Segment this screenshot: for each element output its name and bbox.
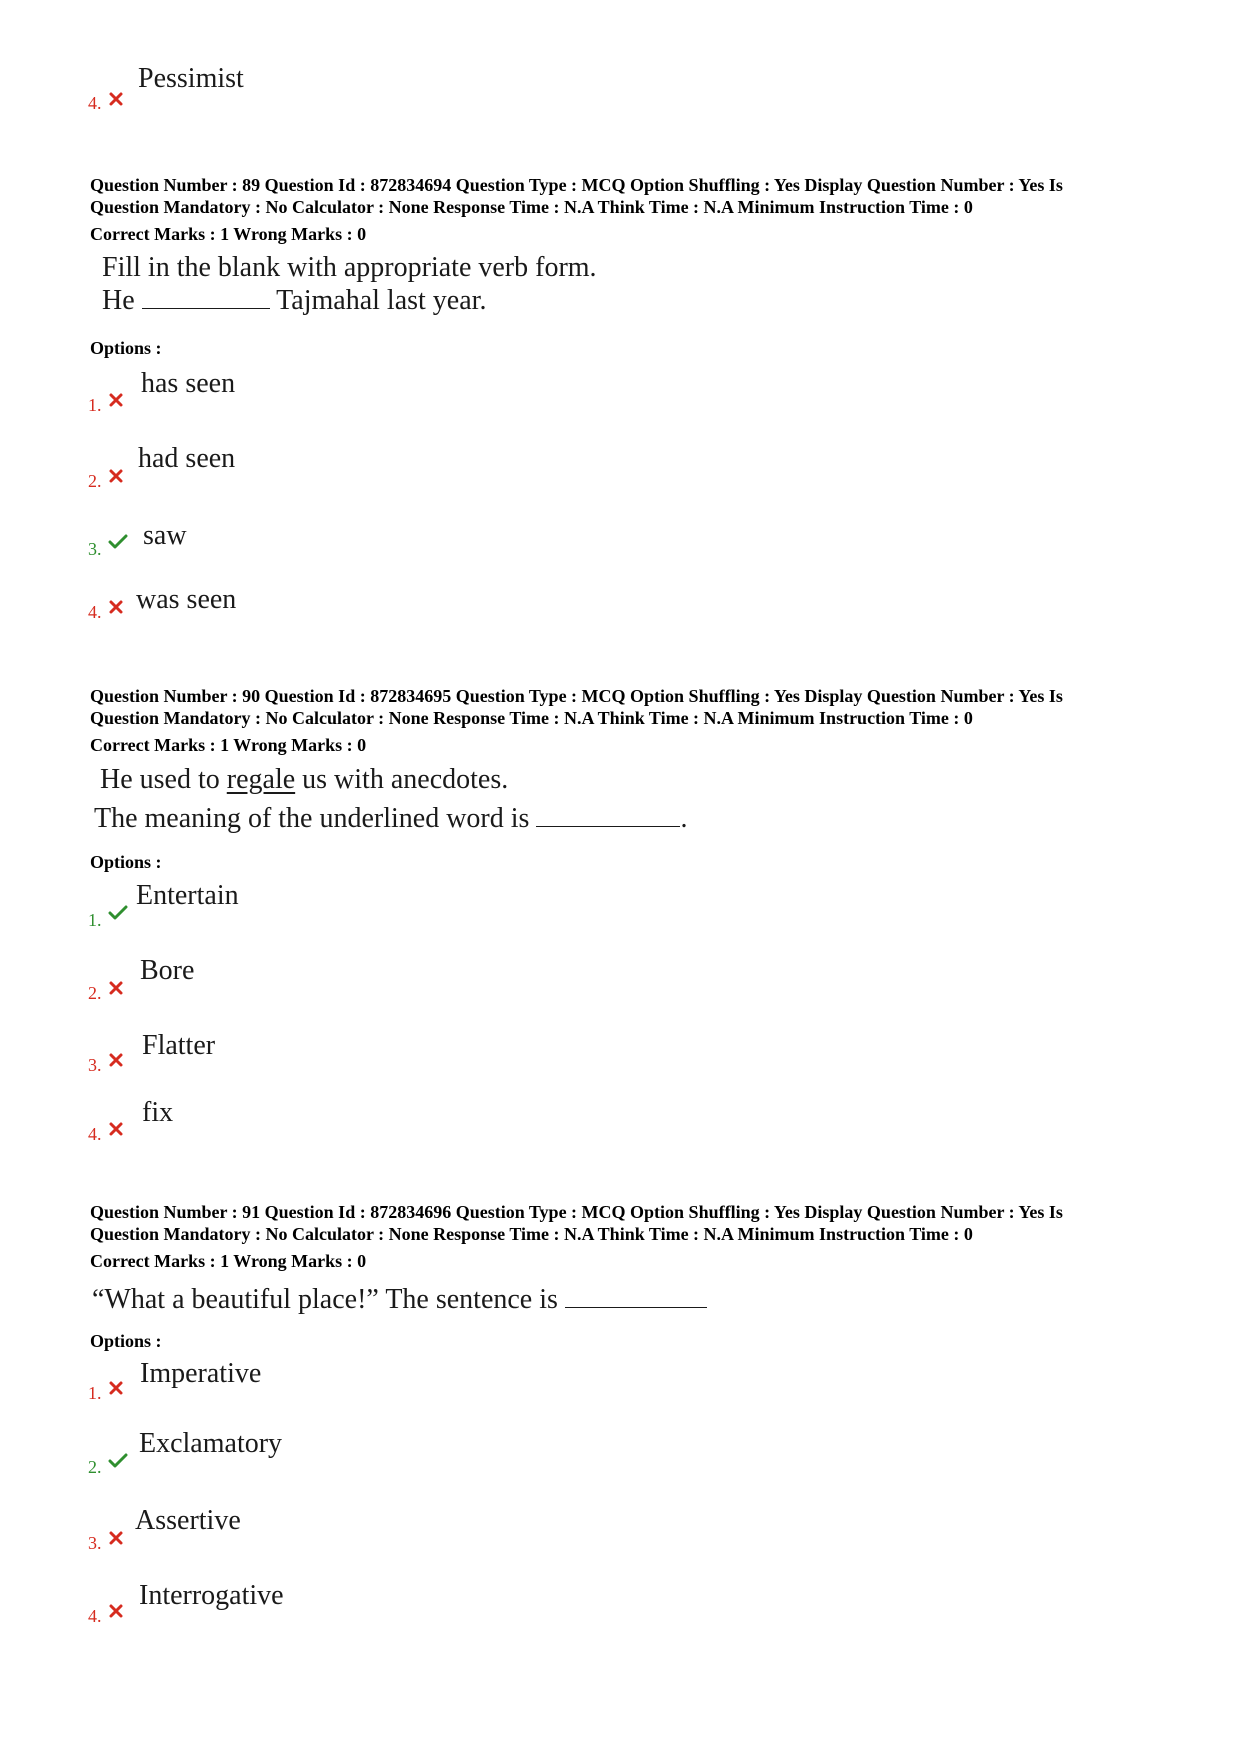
option-number: 3. bbox=[88, 1055, 102, 1075]
question-stem-line1 bbox=[100, 764, 508, 796]
question-meta-line2: Question Mandatory : No Calculator : None Response Time : N.A Think Time : N.A Minimum Instruction Time : 0 bbox=[90, 1224, 973, 1244]
options-label: Options : bbox=[90, 1331, 162, 1351]
question-meta-line1: Question Number : 90 Question Id : 872834695 Question Type : MCQ Option Shuffling : Yes Display Question Number : Yes Is bbox=[90, 686, 1063, 706]
stem-text: The meaning of the underlined word is bbox=[94, 803, 530, 834]
question-meta-line2: Question Mandatory : No Calculator : None Response Time : N.A Think Time : N.A Minimum Instruction Time : 0 bbox=[90, 197, 973, 217]
cross-icon bbox=[108, 91, 124, 107]
option-number: 2. bbox=[88, 983, 102, 1003]
question-meta-line1: Question Number : 89 Question Id : 872834694 Question Type : MCQ Option Shuffling : Yes Display Question Number : Yes Is bbox=[90, 175, 1063, 195]
option-number: 1. bbox=[88, 1383, 102, 1403]
answer-blank bbox=[536, 802, 680, 827]
option-text: had seen bbox=[138, 443, 236, 474]
stem-text: Tajmahal last year. bbox=[276, 285, 487, 316]
cross-icon bbox=[108, 599, 124, 615]
option-number: 1. bbox=[88, 910, 102, 930]
check-icon bbox=[108, 905, 128, 921]
check-icon bbox=[108, 534, 128, 550]
option-text: Interrogative bbox=[139, 1580, 284, 1611]
question-stem-line1 bbox=[92, 1283, 707, 1316]
cross-icon bbox=[108, 1121, 124, 1137]
option-number: 4. bbox=[88, 93, 102, 113]
underlined-word: regale bbox=[226, 764, 296, 795]
question-meta-line2: Question Mandatory : No Calculator : None Response Time : N.A Think Time : N.A Minimum Instruction Time : 0 bbox=[90, 708, 973, 728]
cross-icon bbox=[108, 1052, 124, 1068]
answer-blank bbox=[565, 1283, 707, 1308]
options-label: Options : bbox=[90, 852, 162, 872]
cross-icon bbox=[108, 1530, 124, 1546]
option-number: 4. bbox=[88, 1124, 102, 1144]
cross-icon bbox=[108, 1380, 124, 1396]
option-text: Bore bbox=[140, 955, 195, 986]
option-text: Assertive bbox=[135, 1505, 241, 1536]
option-number: 3. bbox=[88, 539, 102, 559]
option-text: Entertain bbox=[136, 880, 239, 911]
stem-text: He used to bbox=[100, 764, 220, 795]
option-text: Exclamatory bbox=[139, 1428, 283, 1459]
option-number: 3. bbox=[88, 1533, 102, 1553]
answer-blank bbox=[142, 284, 270, 309]
option-number: 2. bbox=[88, 471, 102, 491]
question-marks: Correct Marks : 1 Wrong Marks : 0 bbox=[90, 735, 367, 755]
question-marks: Correct Marks : 1 Wrong Marks : 0 bbox=[90, 1251, 367, 1271]
option-text: Imperative bbox=[140, 1358, 262, 1389]
option-number: 2. bbox=[88, 1457, 102, 1477]
option-text: saw bbox=[143, 520, 187, 551]
options-label: Options : bbox=[90, 338, 162, 358]
cross-icon bbox=[108, 1603, 124, 1619]
stem-text: . bbox=[680, 803, 688, 834]
question-stem-line2 bbox=[102, 284, 486, 317]
stem-text: “What a beautiful place!” The sentence is bbox=[92, 1284, 558, 1315]
question-stem-line2 bbox=[94, 802, 687, 835]
question-meta-line1: Question Number : 91 Question Id : 872834696 Question Type : MCQ Option Shuffling : Yes Display Question Number : Yes Is bbox=[90, 1202, 1063, 1222]
option-text: has seen bbox=[141, 368, 236, 399]
option-number: 1. bbox=[88, 395, 102, 415]
option-number: 4. bbox=[88, 1606, 102, 1626]
check-icon bbox=[108, 1453, 128, 1469]
option-text: was seen bbox=[136, 584, 237, 615]
option-text: fix bbox=[142, 1097, 174, 1128]
option-text: Pessimist bbox=[138, 63, 244, 94]
cross-icon bbox=[108, 980, 124, 996]
option-text: Flatter bbox=[142, 1030, 216, 1061]
question-marks: Correct Marks : 1 Wrong Marks : 0 bbox=[90, 224, 367, 244]
option-number: 4. bbox=[88, 602, 102, 622]
cross-icon bbox=[108, 392, 124, 408]
stem-text: He bbox=[102, 285, 135, 316]
stem-text: us with anecdotes. bbox=[302, 764, 509, 795]
question-stem-line1: Fill in the blank with appropriate verb form. bbox=[102, 252, 597, 283]
cross-icon bbox=[108, 468, 124, 484]
